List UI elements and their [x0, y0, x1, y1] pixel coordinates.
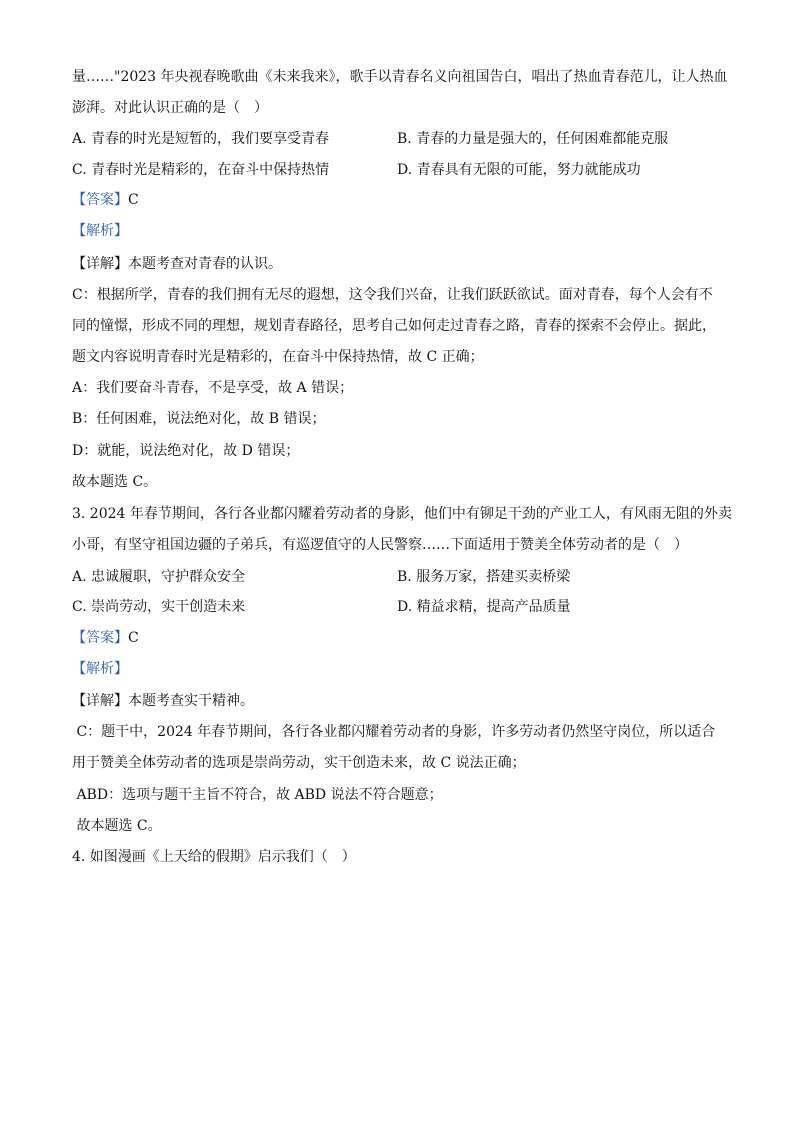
- option-b: B. 服务万家，搭建买卖桥梁: [397, 569, 571, 585]
- detail-title: 本题考查对青春的认识。: [128, 256, 282, 272]
- explanation-line: 用于赞美全体劳动者的选项是崇尚劳动，实干创造未来，故 C 说法正确；: [72, 755, 526, 771]
- answer-label: 【答案】: [72, 192, 128, 208]
- option-d: D. 青春具有无限的可能，努力就能成功: [397, 162, 641, 178]
- explanation-line: D：就能，说法绝对化，故 D 错误；: [72, 443, 300, 459]
- explanation-line: 题文内容说明青春时光是精彩的，在奋斗中保持热情，故 C 正确；: [72, 349, 484, 365]
- option-a: A. 忠诚履职，守护群众安全: [72, 569, 246, 585]
- analysis-label: 【解析】: [72, 223, 128, 239]
- explanation-line: C：题干中，2024 年春节期间，各行各业都闪耀着劳动者的身影，许多劳动者仍然坚守岗位，所以适合: [72, 724, 716, 740]
- explanation-line: B：任何困难，说法绝对化，故 B 错误；: [72, 411, 326, 427]
- question-stem: 量……"2023 年央视春晚歌曲《未来我来》，歌手以青春名义向祖国告白，唱出了热血青春范儿，让人热血: [72, 69, 728, 85]
- answer-line: [72, 190, 139, 210]
- explanation-line: 同的憧憬，形成不同的理想，规划青春路径，思考自己如何走过青春之路，青春的探索不会停止。据此，: [72, 318, 716, 334]
- detail-line: [72, 254, 282, 274]
- option-d: D. 精益求精，提高产品质量: [397, 599, 571, 615]
- detail-title: 本题考查实干精神。: [128, 693, 254, 709]
- answer-line: [72, 628, 139, 648]
- option-a: A. 青春的时光是短暂的，我们要享受青春: [72, 131, 330, 147]
- question-stem: 3. 2024 年春节期间，各行各业都闪耀着劳动者的身影，他们中有铆足干劲的产业工人，有风雨无阻的外卖: [72, 506, 732, 522]
- question-stem: 澎湃。对此认识正确的是（ ）: [72, 100, 268, 116]
- explanation-line: A：我们要奋斗青春，不是享受，故 A 错误；: [72, 380, 354, 396]
- explanation-line: C：根据所学，青春的我们拥有无尽的遐想，这令我们兴奋，让我们跃跃欲试。面对青春，每个人会有不: [72, 287, 713, 303]
- explanation-line: 故本题选 C。: [72, 818, 162, 834]
- analysis-label: 【解析】: [72, 661, 128, 677]
- detail-label: 【详解】: [72, 693, 128, 709]
- option-c: C. 崇尚劳动，实干创造未来: [72, 599, 246, 615]
- detail-label: 【详解】: [72, 256, 128, 272]
- option-c: C. 青春时光是精彩的，在奋斗中保持热情: [72, 162, 330, 178]
- answer-label: 【答案】: [72, 630, 128, 646]
- option-b: B. 青春的力量是强大的，任何困难都能克服: [397, 131, 669, 147]
- question-stem: 小哥，有坚守祖国边疆的子弟兵，有巡逻值守的人民警察……下面适用于赞美全体劳动者的是（ ）: [72, 537, 688, 553]
- answer-value: C: [128, 630, 139, 646]
- explanation-line: ABD：选项与题干主旨不符合，故 ABD 说法不符合题意；: [72, 787, 443, 803]
- explanation-line: 故本题选 C。: [72, 474, 158, 490]
- detail-line: [72, 691, 254, 711]
- answer-value: C: [128, 192, 139, 208]
- question-stem: 4. 如图漫画《上天给的假期》启示我们（ ）: [72, 849, 356, 865]
